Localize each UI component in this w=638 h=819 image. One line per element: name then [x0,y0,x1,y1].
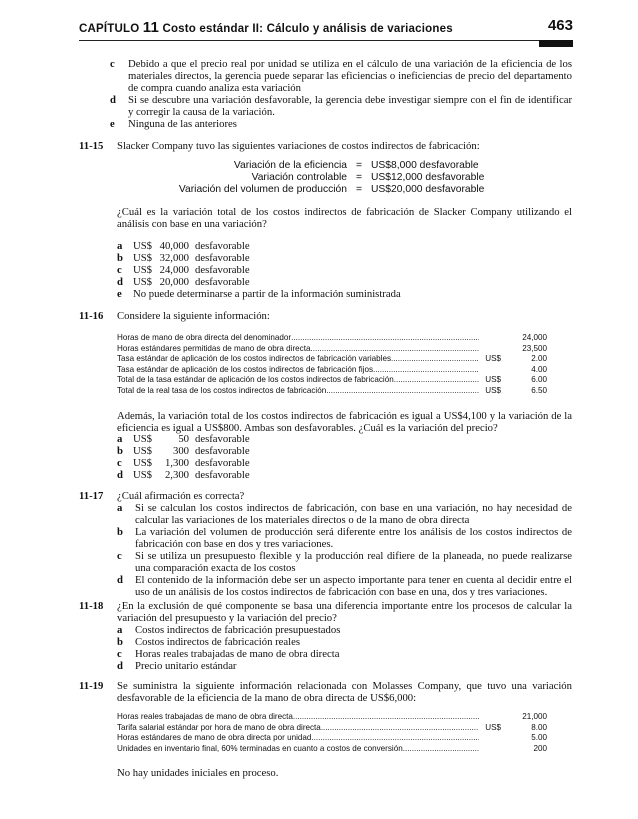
q16-option-d [117,469,250,481]
variance-value: US$12,000 desfavorable [371,172,485,183]
q17-options [117,502,572,598]
q17-question: ¿Cuál afirmación es correcta? [117,490,245,502]
question-number-11-17: 11-17 [79,490,104,502]
variance-label: Variación del volumen de producción [178,184,347,195]
q16-data-table [117,333,547,397]
variance-value: US$8,000 desfavorable [371,160,479,171]
option-letter: c [117,457,122,469]
table-row [117,333,547,344]
q15-option-b [117,252,401,264]
row-value: 8.00 [531,722,547,732]
question-number-11-19: 11-19 [79,680,104,692]
variance-label: Variación controlable [251,172,347,183]
option-amount: 1,300 [164,457,189,469]
q16-options [117,433,250,481]
option-currency: US$ [133,433,153,445]
q18-option-b [117,636,572,648]
option-e [110,118,572,130]
row-label: Tarifa salarial estándar por hora de mano de obra directa [117,722,321,732]
row-value: 21,000 [522,712,547,721]
leader-dots [293,712,479,723]
row-value: 4.00 [531,364,547,374]
option-amount: 40,000 [159,240,189,252]
q18-option-c [117,648,572,660]
variance-row [117,172,572,184]
option-letter: c [117,648,122,660]
option-letter: e [110,118,115,130]
table-row [117,375,547,386]
row-value: 6.00 [531,375,547,385]
option-text: desfavorable [195,445,250,457]
q18-option-a [117,624,572,636]
option-amount: 2,300 [164,469,189,481]
question-number-11-15: 11-15 [79,140,104,152]
option-text: Si se calculan los costos indirectos de fabricación, con base en una variación, no hay necesidad de calcular las variaciones de los materiales directos o de la mano de obra directa [135,502,572,526]
row-value: 23,500 [522,343,547,353]
option-letter: d [110,94,116,106]
table-row [117,344,547,355]
q19-intro: Se suministra la siguiente información relacionada con Molasses Company, que tuvo una variación desfavorable de la eficiencia de la mano de obra directa de US$6,000: [117,680,572,704]
q16-option-c [117,457,250,469]
option-letter: d [117,469,123,481]
option-text: desfavorable [195,252,250,264]
table-row [117,354,547,365]
q16-question: Además, la variación total de los costos indirectos de fabricación es igual a US$4,100 y la variación de la eficiencia es igual a US$800. Ambas son desfavorables. ¿Cuál es la variación del precio? [117,410,572,434]
option-currency: US$ [133,469,153,481]
q17-option-c [117,550,572,574]
variance-value: US$20,000 desfavorable [371,184,485,195]
q15-intro: Slacker Company tuvo las siguientes variaciones de costos indirectos de fabricación: [117,140,480,152]
q17-option-a [117,502,572,526]
row-label: Tasa estándar de aplicación de los costos indirectos de fabricación variables [117,354,391,364]
option-currency: US$ [133,457,153,469]
option-text: Si se descubre una variación desfavorable, la gerencia debe investigar siempre con el fin de identificar y corregir la causa de la variación. [128,94,572,118]
leader-dots [391,354,479,365]
option-d [110,94,572,118]
option-text: No puede determinarse a partir de la información suministrada [133,288,401,300]
page-header [79,14,573,36]
leader-dots [326,386,479,397]
table-row [117,733,547,744]
option-text: Ninguna de las anteriores [128,118,237,130]
equals-sign: = [355,184,362,195]
chapter-heading [79,19,453,36]
option-letter: d [117,660,123,672]
option-letter: a [117,433,123,445]
option-text: La variación del volumen de producción será diferente entre los análisis de los costos indirectos de fabricación con base en dos y tres variaciones. [135,526,572,550]
row-label: Tasa estándar de aplicación de los costos indirectos de fabricación fijos [117,364,373,374]
variance-row [117,160,572,172]
row-currency: US$ [485,385,501,395]
option-text: Si se utiliza un presupuesto flexible y la producción real difiere de la planeada, no puede realizarse una comparación exacta de los costos [135,550,572,574]
leader-dots [373,365,479,376]
table-row [117,744,547,755]
table-row [117,386,547,397]
q18-question: ¿En la exclusión de qué componente se basa una diferencia importante entre los procesos de calcular la variación del presupuesto y la variación del precio? [117,600,572,624]
row-currency: US$ [485,354,501,364]
q15-question: ¿Cuál es la variación total de los costos indirectos de fabricación de Slacker Company utilizando el análisis con base en una variación? [117,206,572,230]
q18-options [117,624,572,672]
table-row [117,365,547,376]
question-number-11-16: 11-16 [79,310,104,322]
option-letter: c [110,58,115,70]
row-label: Horas estándares de mano de obra directa por unidad [117,733,312,743]
option-letter: d [117,276,123,288]
row-currency: US$ [485,375,501,385]
chapter-word: CAPÍTULO [79,23,140,35]
option-amount: 300 [172,445,189,457]
row-label: Horas reales trabajadas de mano de obra directa [117,712,293,721]
q16-option-b [117,445,250,457]
row-value: 2.00 [531,354,547,364]
option-text: desfavorable [195,240,250,252]
option-text: El contenido de la información debe ser un aspecto importante para tener en cuenta al decidir entre el uso de un análisis de los costos indirectos de fabricación con base en una, dos y tres variaciones. [135,574,572,598]
q18-option-d [117,660,572,672]
q15-option-d [117,276,401,288]
option-letter: c [117,264,122,276]
q19-data-table [117,712,547,754]
chapter-number: 11 [142,19,160,36]
equals-sign: = [355,160,362,171]
q15-variance-list [117,160,572,196]
row-label: Total de la real tasa de los costos indirectos de fabricación [117,385,327,395]
variance-label: Variación de la eficiencia [233,160,347,171]
previous-question-options [110,58,572,130]
option-amount: 20,000 [159,276,189,288]
option-text: desfavorable [195,264,250,276]
row-label: Horas de mano de obra directa del denominador [117,333,292,342]
option-text: desfavorable [195,469,250,481]
option-text: desfavorable [195,276,250,288]
option-amount: 50 [178,433,189,445]
option-currency: US$ [133,240,153,252]
page-number: 463 [547,17,573,34]
option-letter: a [117,502,123,514]
option-letter: b [117,445,123,457]
leader-dots [310,344,479,355]
q19-closing: No hay unidades iniciales en proceso. [117,767,279,779]
q17-option-d [117,574,572,598]
option-letter: b [117,636,123,648]
row-label: Horas estándares permitidas de mano de obra directa [117,343,311,353]
option-letter: e [117,288,122,300]
option-text: Horas reales trabajadas de mano de obra directa [135,648,340,660]
q15-option-c [117,264,401,276]
q16-intro: Considere la siguiente información: [117,310,270,322]
option-text: desfavorable [195,457,250,469]
option-text: Precio unitario estándar [135,660,237,672]
option-letter: a [117,240,123,252]
row-currency: US$ [485,722,501,732]
q16-option-a [117,433,250,445]
option-text: Costos indirectos de fabricación presupuestados [135,624,341,636]
option-currency: US$ [133,276,153,288]
option-letter: a [117,624,123,636]
header-marker-block [539,40,573,47]
q17-option-b [117,526,572,550]
option-text: Debido a que el precio real por unidad se utiliza en el cálculo de una variación de la eficiencia de los materiales directos, la gerencia puede separar las eficiencias o ineficiencias de precio del departamento de compra cuando analiza esta variación [128,58,572,94]
option-text: Costos indirectos de fabricación reales [135,636,301,648]
question-number-11-18: 11-18 [79,600,104,612]
option-letter: b [117,526,123,538]
row-value: 200 [533,743,547,753]
q15-option-a [117,240,401,252]
leader-dots [403,744,479,755]
option-letter: c [117,550,122,562]
equals-sign: = [355,172,362,183]
leader-dots [321,723,479,734]
option-amount: 32,000 [159,252,189,264]
leader-dots [311,733,479,744]
q15-option-e [117,288,401,300]
option-letter: b [117,252,123,264]
option-text: desfavorable [195,433,250,445]
row-value: 24,000 [522,333,547,342]
leader-dots [394,375,479,386]
option-currency: US$ [133,264,153,276]
option-amount: 24,000 [159,264,189,276]
option-currency: US$ [133,445,153,457]
row-label: Total de la tasa estándar de aplicación de los costos indirectos de fabricación [117,375,394,385]
table-row [117,712,547,723]
leader-dots [291,333,479,344]
option-currency: US$ [133,252,153,264]
option-letter: d [117,574,123,586]
row-value: 6.50 [531,385,547,395]
table-row [117,723,547,734]
option-c [110,58,572,94]
q15-options [117,240,401,300]
row-value: 5.00 [531,733,547,743]
chapter-title: Costo estándar II: Cálculo y análisis de variaciones [162,23,453,35]
variance-row [117,184,572,196]
row-label: Unidades en inventario final, 60% terminadas en cuanto a costos de conversión [117,743,403,753]
header-rule [79,40,573,41]
